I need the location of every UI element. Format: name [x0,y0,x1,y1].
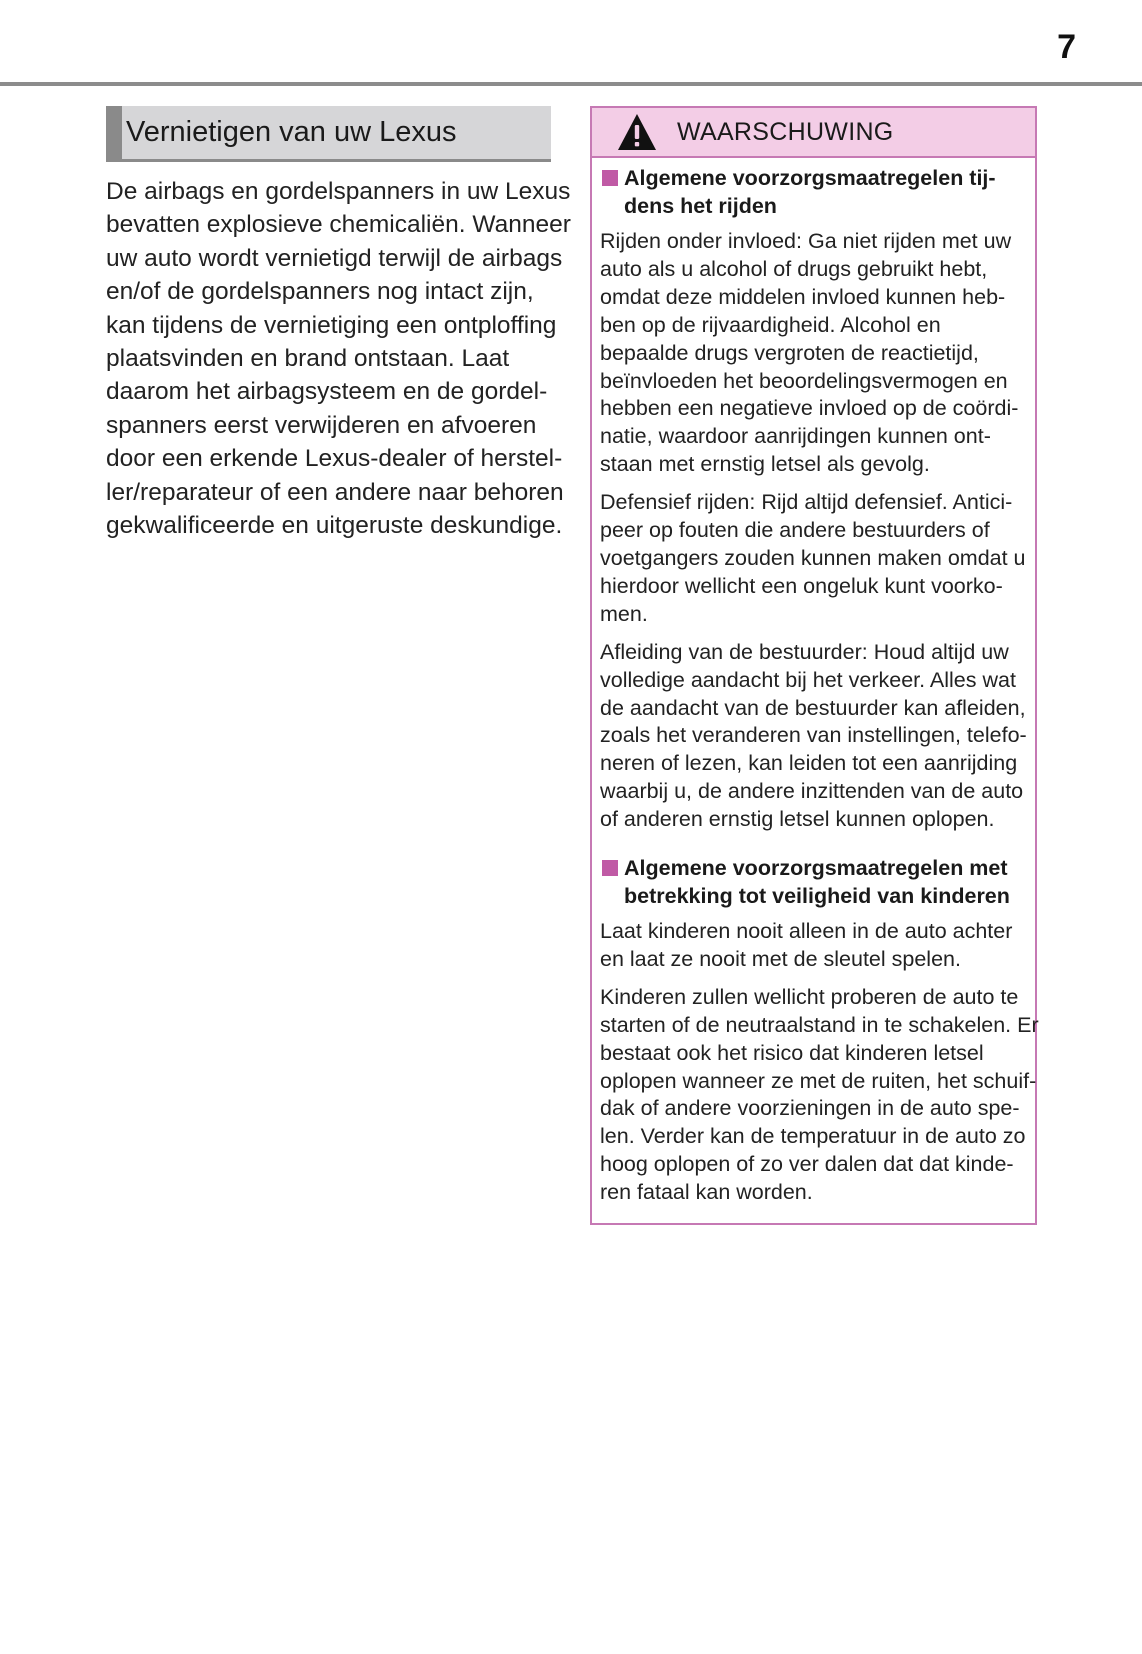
warning-paragraph [600,984,1039,1207]
body-line: daarom het airbagsysteem en de gordel- [106,378,548,406]
subheading-line: Algemene voorzorgsmaatregelen tij- [624,166,996,190]
paragraph-line: starten of de neutraalstand in te schakelen. Er [600,1012,1039,1037]
paragraph-line: zoals het veranderen van instellingen, telefo- [600,723,1027,748]
warning-box [590,106,1037,1225]
paragraph-line: staan met ernstig letsel als gevolg. [600,452,930,477]
paragraph-line: ren fataal kan worden. [600,1180,813,1205]
section-heading [106,106,551,162]
paragraph-line: ben op de rijvaardigheid. Alcohol en [600,312,941,337]
warning-triangle-icon [616,112,658,152]
paragraph-line: beïnvloeden het beoordelingsvermogen en [600,368,1008,393]
paragraph-line: men. [600,601,648,626]
body-line: plaatsvinden en brand ontstaan. Laat [106,345,510,373]
subheading-line: betrekking tot veiligheid van kinderen [624,884,1010,909]
body-line: uw auto wordt vernietigd terwijl de airbags [106,244,563,272]
paragraph-line: waarbij u, de andere inzittenden van de auto [600,779,1024,804]
body-line: en/of de gordelspanners nog intact zijn, [106,278,534,306]
bullet-square-icon [602,860,618,876]
paragraph-line: en laat ze nooit met de sleutel spelen. [600,946,961,971]
warning-paragraph [600,918,1030,974]
paragraph-line: omdat deze middelen invloed kunnen heb- [600,284,1006,309]
paragraph-line: neren of lezen, kan leiden tot een aanrijding [600,751,1018,776]
paragraph-line: volledige aandacht bij het verkeer. Alles wat [600,667,1016,692]
paragraph-line: hierdoor wellicht een ongeluk kunt voorko- [600,573,1003,598]
section-title: Vernietigen van uw Lexus [126,116,457,148]
paragraph-line: Defensief rijden: Rijd altijd defensief. Antici- [600,490,1013,515]
header-rule [0,82,1142,86]
paragraph-line: hoog oplopen of zo ver dalen dat dat kinde- [600,1152,1014,1177]
body-line: bevatten explosieve chemicaliën. Wanneer [106,211,571,239]
section-body [106,175,571,542]
page-number: 7 [1057,28,1076,66]
body-line: gekwalificeerde en uitgeruste deskundige. [106,512,563,540]
paragraph-line: dak of andere voorzieningen in de auto spe- [600,1096,1020,1121]
paragraph-line: len. Verder kan de temperatuur in de auto zo [600,1124,1026,1149]
paragraph-line: Afleiding van de bestuurder: Houd altijd uw [600,639,1009,664]
paragraph-line: de aandacht van de bestuurder kan afleiden, [600,695,1026,720]
warning-header [592,108,1035,158]
heading-accent-bar [106,106,122,159]
body-line: ler/reparateur of een andere naar behoren [106,478,564,506]
body-line: spanners eerst verwijderen en afvoeren [106,411,537,439]
paragraph-line: auto als u alcohol of drugs gebruikt hebt, [600,256,988,281]
paragraph-line: hebben een negatieve invloed op de coördi- [600,396,1019,421]
warning-subheading [600,164,1030,220]
warning-title: WAARSCHUWING [677,118,894,146]
warning-paragraph [600,228,1030,479]
paragraph-line: voetgangers zouden kunnen maken omdat u [600,545,1026,570]
paragraph-line: bepaalde drugs vergroten de reactietijd, [600,340,979,365]
subheading-line: dens het rijden [624,194,777,218]
paragraph-line: of anderen ernstig letsel kunnen oplopen. [600,807,995,832]
subheading-line: Algemene voorzorgsmaatregelen met [624,856,1008,881]
bullet-square-icon [602,170,618,186]
paragraph-line: oplopen wanneer ze met de ruiten, het schuif- [600,1068,1037,1093]
warning-subheading [600,854,1030,910]
warning-content [600,164,1039,1207]
warning-paragraph [600,639,1030,834]
paragraph-line: bestaat ook het risico dat kinderen letsel [600,1040,984,1065]
body-line: De airbags en gordelspanners in uw Lexus [106,178,571,205]
paragraph-line: Laat kinderen nooit alleen in de auto achter [600,919,1013,944]
paragraph-line: Kinderen zullen wellicht proberen de auto te [600,984,1019,1009]
paragraph-line: peer op fouten die andere bestuurders of [600,518,990,543]
paragraph-line: natie, waardoor aanrijdingen kunnen ont- [600,424,991,449]
body-line: door een erkende Lexus-dealer of herstel- [106,445,563,473]
body-line: kan tijdens de vernietiging een ontploffing [106,311,557,339]
paragraph-line: Rijden onder invloed: Ga niet rijden met uw [600,229,1012,253]
warning-paragraph [600,489,1030,629]
